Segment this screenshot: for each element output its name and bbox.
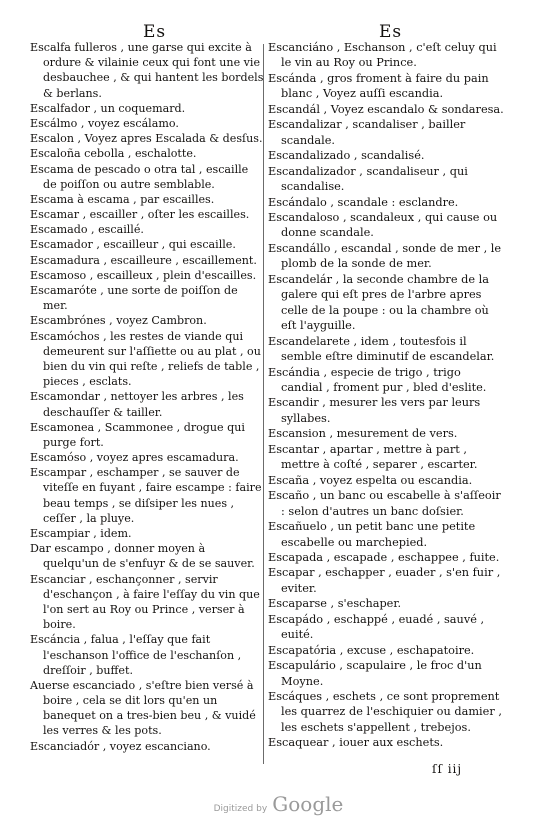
running-head-right: Es [379, 22, 403, 42]
google-watermark [0, 792, 557, 816]
dictionary-entry: Escánda , gros froment à faire du pain blanc , Voyez auſſi escandia. [268, 71, 489, 101]
dictionary-entry: Escapar , eschapper , euader , s'en fuir , eviter. [268, 566, 501, 595]
dictionary-entry: Escamadura , escailleure , escaillement. [30, 253, 257, 267]
dictionary-entry: Escamoso , escailleux , plein d'escailles. [30, 268, 257, 282]
dictionary-entry: Escanciáno , Eschanson , c'eſt celuy qui le vin au Roy ou Prince. [268, 41, 497, 70]
dictionary-entry: Escandállo , escandal , sonde de mer , le plomb de la sonde de mer. [268, 241, 502, 271]
dictionary-entry: Escáques , eschets , ce sont proprement les quarrez de l'eschiquier ou damier , les eschets s'appellent , trebejos. [268, 690, 502, 734]
dictionary-entry: Escantar , apartar , mettre à part , mettre à coſté , separer , escarter. [268, 442, 478, 472]
dictionary-entry: Escamaróte , une sorte de poiſſon de mer. [30, 284, 238, 313]
dictionary-entry: Escandalizar , scandaliser , bailler scandale. [268, 118, 466, 147]
dictionary-entry: Escandaloso , scandaleux , qui cause ou donne scandale. [268, 210, 498, 240]
dictionary-entry: Escanciadór , voyez escanciano. [30, 739, 211, 753]
dictionary-entry: Escamonea , Scammonee , drogue qui purge fort. [30, 420, 245, 449]
dictionary-entry: Escamondar , nettoyer les arbres , les deschauſſer & tailler. [30, 390, 244, 419]
dictionary-entry: Escandalizador , scandaliseur , qui scandalise. [268, 164, 468, 194]
dictionary-entry: Escalfa fulleros , une garse qui excite à ordure & vilainie ceux qui font une vie desbauchee , & qui hantent les bordels & berlans. [30, 41, 264, 100]
left-column [30, 40, 264, 754]
dictionary-entry: Escándia , especie de trigo , trigo candial , froment pur , bled d'eslite. [268, 365, 487, 394]
dictionary-entry: Escáncia , falua , l'eſſay que fait l'eschanson l'office de l'eschanſon , dreſſoir , buffet. [30, 633, 242, 677]
dictionary-entry: Auerse escanciado , s'eſtre bien versé à boire , cela se dit lors qu'en un banequet on a tres-bien beu , & vuidé les verres & les pots. [30, 678, 256, 738]
dictionary-entry: Escapádo , eschappé , euadé , sauvé , euité. [268, 612, 485, 642]
signature-mark: ſſ iij [432, 762, 463, 776]
dictionary-entry: Escamado , escaillé. [30, 223, 144, 237]
dictionary-entry: Escaparse , s'eschaper. [268, 597, 402, 611]
dictionary-entry: Escansion , mesurement de vers. [268, 427, 458, 441]
dictionary-entry: Escañuelo , un petit banc une petite escabelle ou marchepied. [268, 520, 476, 549]
dictionary-entry: Dar escampo , donner moyen à quelqu'un de s'enfuyr & de se sauver. [30, 542, 255, 571]
dictionary-entry: Escampiar , idem. [30, 527, 132, 540]
dictionary-entry: Escándalo , scandale : esclandre. [268, 195, 459, 209]
dictionary-entry: Escandál , Voyez escandalo & sondaresa. [268, 102, 504, 116]
dictionary-entry: Escama à escama , par escailles. [30, 192, 215, 206]
right-column [268, 40, 504, 751]
dictionary-entry: Escapatória , excuse , eschapatoire. [268, 643, 475, 657]
dictionary-entry: Escaquear , iouer aux eschets. [268, 736, 444, 750]
column-divider [263, 44, 264, 764]
dictionary-entry: Escapulário , scapulaire , le froc d'un Moyne. [268, 659, 482, 688]
dictionary-entry: Escamóso , voyez apres escamadura. [30, 451, 239, 465]
dictionary-entry: Escanciar , eschançonner , servir d'eschançon , à faire l'eſſay du vin que l'on sert au Roy ou Prince , verser à boire. [30, 572, 260, 632]
dictionary-entry: Escandalizado , scandalisé. [268, 149, 425, 163]
dictionary-entry: Escandelarete , idem , toutesfois il semble eſtre diminutif de escandelar. [268, 334, 495, 364]
dictionary-entry: Escaño , un banc ou escabelle à s'aſſeoir : selon d'autres un banc doſsier. [268, 489, 501, 518]
dictionary-entry: Escalon , Voyez apres Escalada & desſus. [30, 132, 263, 146]
dictionary-entry: Escambrónes , voyez Cambron. [30, 314, 207, 328]
dictionary-entry: Escapada , escapade , eschappee , fuite. [268, 550, 500, 564]
dictionary-entry: Escampar , eschamper , se sauver de viteſſe en fuyant , faire escampe : faire beau temps , se diſsiper les nues , ceſſer , la pluye. [30, 466, 262, 525]
dictionary-entry: Escamar , escailler , oſter les escailles. [30, 208, 250, 222]
running-head-left: Es [143, 22, 167, 42]
dictionary-entry: Escandir , mesurer les vers par leurs syllabes. [268, 396, 481, 425]
dictionary-entry: Escamador , escailleur , qui escaille. [30, 238, 236, 252]
dictionary-entry: Escandelár , la seconde chambre de la galere qui eſt pres de l'arbre apres celle de la poupe : ou la chambre où eſt l'ayguille. [268, 272, 489, 333]
dictionary-entry: Escalfador , un coquemard. [30, 101, 186, 115]
dictionary-entry: Escaña , voyez espelta ou escandia. [268, 473, 473, 487]
dictionary-entry: Escaloña cebolla , eschalotte. [30, 147, 197, 161]
watermark-prefix: Digitized by [213, 804, 268, 814]
dictionary-entry: Escálmo , voyez escálamo. [30, 116, 179, 130]
watermark-brand: Google [272, 792, 344, 816]
dictionary-entry: Escamóchos , les restes de viande qui demeurent sur l'aſſiette ou au plat , ou bien du vin qui reſte , reliefs de table , pieces , esclats. [30, 329, 261, 389]
dictionary-entry: Escama de pescado o otra tal , escaille de poiſſon ou autre semblable. [30, 162, 249, 191]
